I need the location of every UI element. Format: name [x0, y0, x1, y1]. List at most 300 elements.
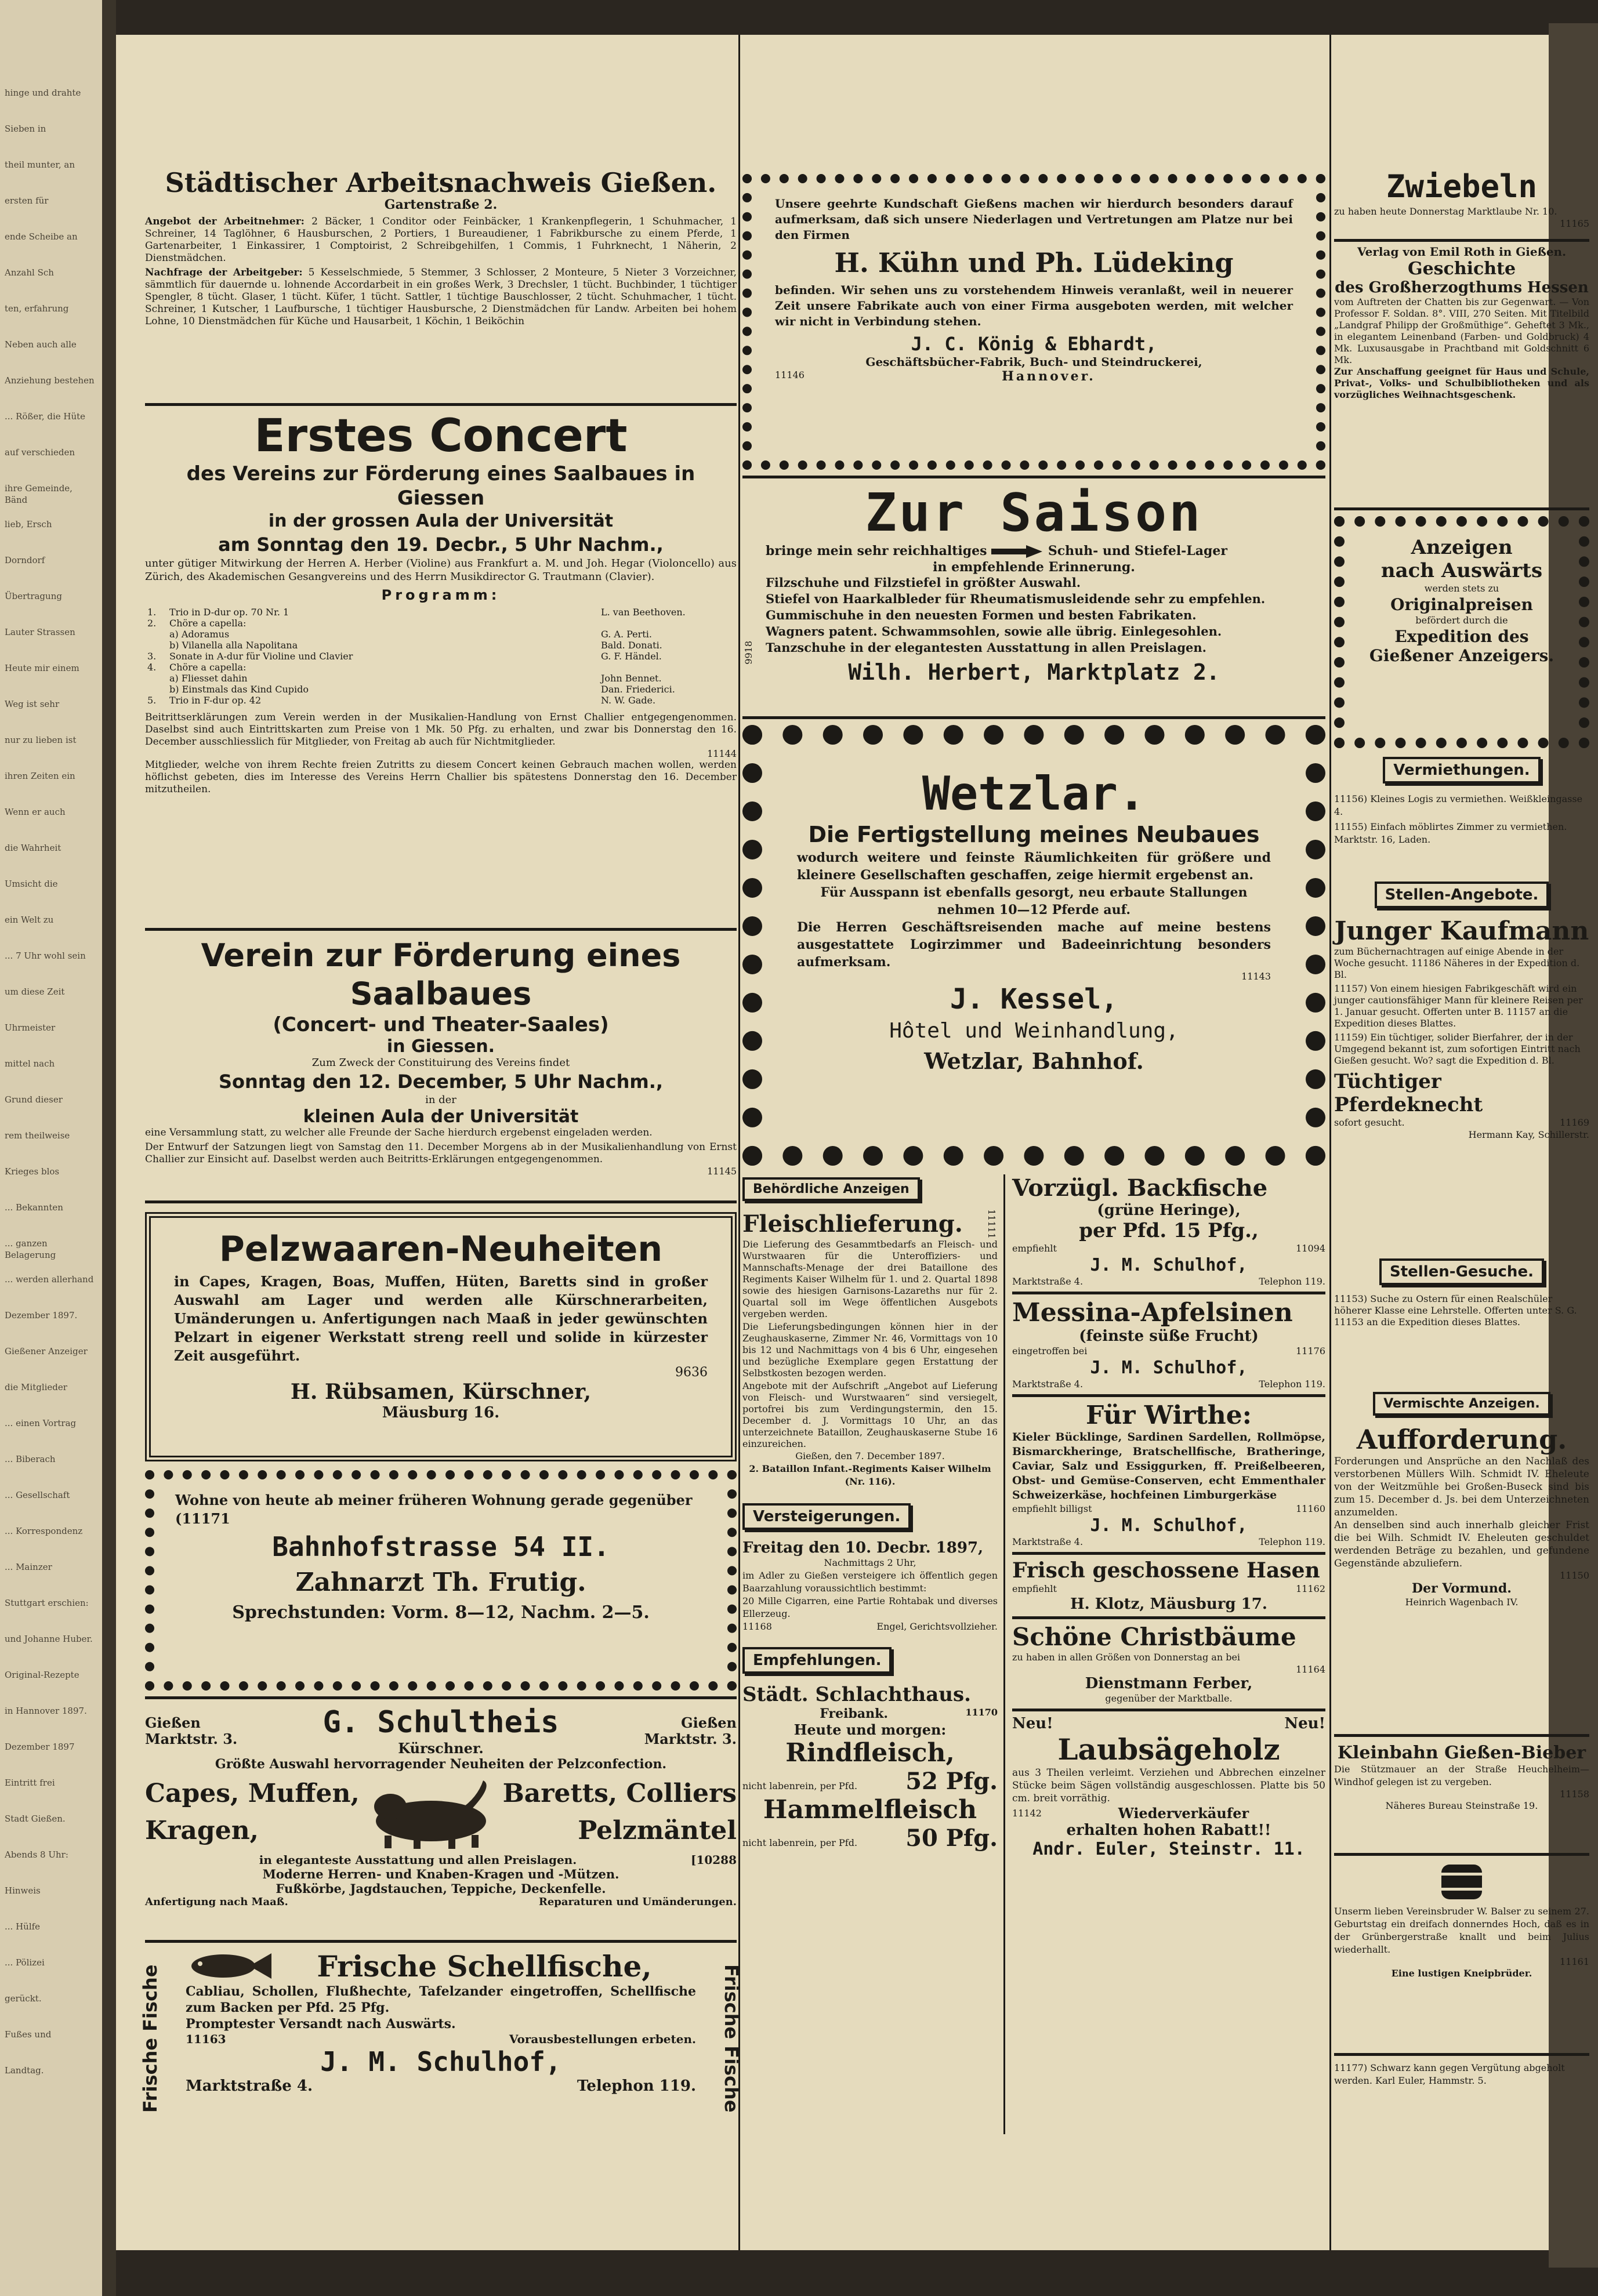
pelz-sign: H. Rübsamen, Kürschner,	[290, 1380, 592, 1404]
neighbour-page-line: ... ganzen Belagerung	[5, 1238, 56, 1260]
schultheis-name: G. Schultheis	[323, 1705, 559, 1740]
program-number: 5.	[147, 695, 157, 706]
divider	[145, 1940, 737, 1943]
wetzlar-text-3: Die Herren Geschäftsreisenden mache auf meine bestens ausgestattete Logirzimmer und Badeeinrichtung besonders aufmerksam.	[797, 920, 1271, 970]
ad-address: Gartenstraße 2.	[384, 197, 498, 212]
anz-line-2: nach Auswärts	[1380, 559, 1543, 582]
frutig-hours: Sprechstunden: Vorm. 8—12, Nachm. 2—5.	[232, 1602, 650, 1623]
schultheis-header	[145, 1705, 737, 1757]
program-row	[145, 662, 737, 673]
ad-body-2	[145, 267, 737, 328]
program-composer: John Bennet.	[601, 673, 662, 684]
ad-zwiebeln	[1334, 168, 1589, 229]
saison-item: Wagners patent. Schwammsohlen, sowie alle übrig. Einlegesohlen.	[766, 624, 1222, 639]
neighbour-page-line: Stadt Gießen.	[5, 1813, 66, 1824]
ad-arbeitsnachweis	[145, 168, 737, 328]
aufforderung-title: Aufforderung.	[1356, 1424, 1567, 1455]
concert-line-1: des Vereins zur Förderung eines Saalbaues in Giessen	[186, 462, 695, 510]
behoerd-text-3: Angebote mit der Aufschrift „Angebot auf Lieferung von Fleisch- und Wurstwaaren“ sind versiegelt, portofrei bis zum Verdingungstermin, den 15. December d. J. Vormittags 10 Uhr, an das unterzeichnete Bataillon, Zeughauskaserne Stube 16 einzureichen.	[742, 1380, 998, 1449]
neighbour-page-line: Krieges blos	[5, 1166, 60, 1177]
neighbour-page-line: Stuttgart erschien:	[5, 1598, 89, 1608]
ad-number: 11164	[1296, 1664, 1325, 1675]
stellen-ad: 11157) Von einem hiesigen Fabrikgeschäft wird ein junger cautionsfähiger Mann für kleinere Reisen per 1. Januar gesucht. Offerten unter B. 11157 an die Expedition dieses Blattes.	[1334, 983, 1583, 1029]
versteig-text-2: 20 Mille Cigarren, eine Partie Rohtabak und diverses Ellerzeug.	[742, 1595, 998, 1619]
stellen-sign: Hermann Kay, Schillerstr.	[1468, 1129, 1589, 1140]
telephone: Telephon 119.	[1259, 1536, 1325, 1547]
ad-anzeigen-auswaerts	[1334, 516, 1589, 748]
anz-line-7: Gießener Anzeigers.	[1369, 646, 1554, 665]
schulhof-name: J. M. Schulhof,	[1090, 1358, 1248, 1378]
schultheis-left	[145, 1715, 237, 1747]
hasen-title: Frisch geschossene Hasen	[1012, 1558, 1320, 1583]
roth-text-2: Zur Anschaffung geeignet für Haus und Schule, Privat-, Volks- und Schulbibliotheken und als vorzügliches Weihnachtsgeschenk.	[1334, 366, 1589, 400]
neighbour-page-line: ... Biberach	[5, 1454, 56, 1464]
schulhof-name: J. M. Schulhof,	[1090, 1515, 1248, 1536]
program-row	[145, 695, 737, 706]
neighbour-page-line: die Mitglieder	[5, 1382, 67, 1392]
neighbour-page-line: Wenn er auch	[5, 807, 66, 817]
neighbour-page-line: ersten für	[5, 195, 49, 206]
neighbour-page-line: Anzahl Sch	[5, 267, 54, 278]
program-composer: G. A. Perti.	[601, 629, 652, 640]
beer-barrel-icon	[1436, 1859, 1488, 1905]
street: Marktstraße 4.	[1012, 1276, 1084, 1287]
program-number: 2.	[147, 618, 157, 629]
kuehn-footer	[775, 369, 1293, 384]
kleinbahn-title: Kleinbahn Gießen-Bieber	[1337, 1743, 1586, 1763]
ad-roth-verlag	[1334, 245, 1589, 401]
column-rule	[1329, 35, 1331, 2250]
neighbour-page-line: ... 7 Uhr wohl sein	[5, 951, 86, 961]
telephone: Telephon 119.	[577, 2077, 696, 2095]
schultheis-line: Größte Auswahl hervorragender Neuheiten der Pelzconfection.	[215, 1757, 667, 1772]
divider	[742, 716, 1325, 719]
messina-text: eingetroffen bei	[1012, 1345, 1088, 1356]
program-piece: a) Adoramus	[169, 629, 230, 640]
saison-items	[742, 575, 1325, 656]
verein-title: Verein zur Förderung eines Saalbaues	[201, 937, 681, 1012]
ad-number: 11158	[1560, 1789, 1589, 1800]
ad-wetzlar	[742, 725, 1325, 1166]
fisch-title: Frische Schellfische,	[317, 1949, 652, 1983]
versteig-footer	[742, 1620, 998, 1633]
verein-place: kleinen Aula der Universität	[303, 1107, 579, 1127]
neighbour-page-line: ... Korrespondenz	[5, 1526, 83, 1536]
ad-number: [10288	[690, 1853, 737, 1867]
behoerd-title-row	[742, 1209, 998, 1239]
neighbour-page-line: lieb, Ersch	[5, 519, 52, 529]
ad-number: 11165	[1560, 218, 1589, 229]
neighbour-page-line: Neben auch alle	[5, 339, 77, 350]
kuehn-city: Hannover.	[1002, 369, 1096, 384]
goods-2: Baretts, Colliers	[502, 1779, 737, 1808]
geburtstag-text: Unserm lieben Vereinsbruder W. Balser zu seinem 27. Geburtstag ein dreifach donnerndes Hoch, daß es in der Grünbergerstraße knallt und beim Julius wiederhallt.	[1334, 1906, 1589, 1955]
ad-number: 11161	[1560, 1956, 1589, 1967]
neighbour-page-line: Uhrmeister	[5, 1022, 56, 1033]
verein-text-2: Der Entwurf der Satzungen liegt von Samstag den 11. December Morgens ab in der Musikalienhandlung von Ernst Challier zur Einsicht auf. Daselbst werden auch Beitritts-Erklärungen entgegengenommen.	[145, 1141, 737, 1165]
anz-line-1: Anzeigen	[1411, 536, 1513, 559]
divider	[1012, 1616, 1325, 1619]
neighbour-page-line: Heute mir einem	[5, 663, 79, 673]
divider	[1334, 2053, 1589, 2056]
behoerd-title: Fleischlieferung.	[742, 1210, 963, 1238]
program-piece: a) Fliesset dahin	[169, 673, 248, 684]
wetzlar-line-2: Wetzlar, Bahnhof.	[924, 1048, 1144, 1074]
verein-in: in der	[425, 1094, 456, 1106]
neighbour-page-line: Weg ist sehr	[5, 699, 60, 709]
aufforderung-text-2: An denselben sind auch innerhalb gleicher Frist die bei Wilh. Schmidt IV. Eheleuten geschuldet werdenden Beträge zu bezahlen, und gefundene Gegenstände abzuliefern.	[1334, 1519, 1589, 1569]
saison-text-bold: Schuh- und Stiefel-Lager	[1048, 543, 1227, 558]
program-row	[145, 607, 737, 618]
program-number: 4.	[147, 662, 157, 673]
anz-line-4: Originalpreisen	[1390, 595, 1533, 614]
neighbour-page-line: Anziehung bestehen	[5, 375, 95, 386]
rindfleisch-price	[742, 1768, 998, 1795]
program-piece: Trio in D-dur op. 70 Nr. 1	[169, 607, 289, 618]
wirthe-title: Für Wirthe:	[1085, 1401, 1252, 1430]
section-vermischte	[1334, 1392, 1589, 1609]
pelz-address: Mäusburg 16.	[382, 1404, 500, 1421]
divider	[145, 1200, 737, 1203]
backfische-sub: (grüne Heringe),	[1097, 1202, 1241, 1219]
kuehn-text-2: befinden. Wir sehen uns zu vorstehendem Hinweis veranlaßt, weil in neuerer Zeit unsere Fabrikate auch von einer Firma ausgeboten werden, mit welcher wir nicht in Verbindung stehen.	[775, 283, 1293, 328]
divider	[1012, 1394, 1325, 1397]
section-stellen-gesuche	[1334, 1258, 1589, 1328]
newspaper-page	[116, 35, 1589, 2250]
fisch-address	[186, 2077, 696, 2095]
program-piece: b) Einstmals das Kind Cupido	[169, 684, 309, 695]
neighbour-page-line: Fußes und	[5, 2029, 52, 2040]
program-row	[145, 640, 737, 651]
concert-members: Mitglieder, welche von ihrem Rechte freien Zutritts zu diesem Concert keinen Gebrauch machen wollen, werden höflichst gebeten, dies im Interesse des Vereins Herrn Challier bis spätestens Donnerstag den 16. December mitzutheilen.	[145, 759, 737, 795]
anz-line-6: Expedition des	[1394, 627, 1529, 646]
saison-line	[742, 542, 1325, 560]
program-composer: Bald. Donati.	[601, 640, 662, 651]
neighbour-page-line: Dezember 1897	[5, 1742, 75, 1752]
divider	[145, 403, 737, 406]
ad-zur-saison	[742, 484, 1325, 713]
versteig-date: Freitag den 10. Decbr. 1897,	[742, 1539, 984, 1557]
ad-number: 11169	[1560, 1117, 1589, 1128]
schlachthaus-sub	[742, 1706, 998, 1721]
zwiebeln-title: Zwiebeln	[1386, 168, 1538, 205]
city: Gießen	[681, 1714, 737, 1731]
ad-kleinbahn	[1334, 1743, 1589, 1812]
ad-schwarz	[1334, 2062, 1589, 2087]
program-piece: Trio in F-dur op. 42	[169, 695, 262, 706]
hammelfleisch-price	[742, 1825, 998, 1852]
stellen-text: sofort gesucht.	[1334, 1117, 1405, 1128]
christbaum-text: zu haben in allen Größen von Donnerstag an bei	[1012, 1652, 1241, 1663]
versteig-sign: Engel, Gerichtsvollzieher.	[876, 1620, 998, 1632]
program-composer	[599, 618, 737, 629]
section-label: Stellen-Gesuche.	[1379, 1258, 1544, 1285]
neighbour-page-line: Übertragung	[5, 591, 62, 601]
schulhof-address	[1012, 1536, 1325, 1548]
divider	[1334, 507, 1589, 510]
ad-number: 11170	[965, 1706, 998, 1718]
neighbour-page-line: ... Gesellschaft	[5, 1490, 70, 1500]
program-row	[145, 673, 737, 684]
section-label: Vermiethungen.	[1383, 757, 1540, 784]
backfische-price: per Pfd. 15 Pfg.,	[1079, 1219, 1259, 1242]
frutig-address: Bahnhofstrasse 54 II.	[272, 1531, 610, 1562]
saison-sign: Wilh. Herbert, Marktplatz 2.	[848, 659, 1220, 685]
zwiebeln-text: zu haben heute Donnerstag Marktlaube Nr. 10.	[1334, 206, 1557, 217]
christbaum-address: gegenüber der Marktballe.	[1105, 1693, 1233, 1704]
schultheis-line-2	[145, 1853, 737, 1867]
behoerd-text-2: Die Lieferungsbedingungen können hier in der Zeughauskaserne, Zimmer Nr. 46, Vormittags von 10 bis 12 und Nachmittags von 4 bis 6 Uhr, eingesehen und bezügliche Exemplare gegen Erstattung der Selbstkosten bezogen werden.	[742, 1321, 998, 1379]
concert-title: Erstes Concert	[254, 410, 628, 462]
schultheis-goods	[145, 1772, 737, 1853]
ad-number: 11150	[1560, 1570, 1589, 1581]
schultheis-trade: Kürschner.	[398, 1740, 484, 1757]
verein-sub: (Concert- und Theater-Saales)	[273, 1013, 609, 1036]
neighbour-page-line: Grund dieser	[5, 1094, 63, 1105]
saison-item: Gummischuhe in den neuesten Formen und besten Fabrikaten.	[766, 608, 1197, 622]
versteig-text: im Adler zu Gießen versteigere ich öffentlich gegen Baarzahlung voraussichtlich bestimmt:	[742, 1569, 998, 1594]
schulhof-address	[1012, 1378, 1325, 1391]
program-piece: b) Vilanella alla Napolitana	[169, 640, 298, 651]
divider	[742, 476, 1325, 478]
schultheis-text: in eleganteste Ausstattung und allen Preislagen.	[259, 1853, 577, 1867]
hasen-row	[1012, 1583, 1325, 1595]
verein-city: in Giessen.	[386, 1036, 495, 1057]
wetzlar-sub: Die Fertigstellung meines Neubaues	[808, 822, 1260, 847]
aufforderung-sign-2: Heinrich Wagenbach IV.	[1405, 1597, 1519, 1608]
neighbour-page-line: die Wahrheit	[5, 843, 61, 853]
neighbour-page-line: theil munter, an	[5, 159, 75, 170]
neighbour-page-line: Umsicht die	[5, 879, 58, 889]
ad-number: 9918	[743, 641, 754, 665]
street: Marktstraße 4.	[186, 2077, 313, 2095]
neighbour-page-line: Landtag.	[5, 2065, 44, 2076]
saison-item: Stiefel von Haarkalbleder für Rheumatismusleidende sehr zu empfehlen.	[766, 592, 1266, 606]
price: 50 Pfg.	[905, 1824, 998, 1852]
program-number	[145, 684, 167, 695]
laubsaege-text: aus 3 Theilen verleimt. Verziehen und Abbrechen einzelner Stücke beim Sägen vollständig ausgeschlossen. Platte bis 50 cm. breit vorräthig.	[1012, 1767, 1325, 1804]
wetzlar-text: wodurch weitere und feinste Räumlichkeiten für größere und kleinere Gesellschaften geschaffen, zeige hiermit ergebenst an.	[797, 850, 1271, 883]
kuehn-firm: J. C. König & Ebhardt,	[911, 333, 1157, 355]
ad-fische	[139, 1949, 742, 2134]
ad-number: 11163	[186, 2032, 226, 2046]
stellen-ad: 11159) Ein tüchtiger, solider Bierfahrer, der in der Umgegend bekannt ist, zum sofortigen Eintritt nach Gießen gesucht. Wo? sagt die Expedition d. Bl.	[1334, 1032, 1581, 1066]
binding-strip	[102, 0, 116, 2296]
program-number	[145, 629, 167, 640]
saison-item: Tanzschuhe in der elegantesten Ausstattung in allen Preislagen.	[766, 640, 1206, 655]
roth-text: vom Auftreten der Chatten bis zur Gegenwart. — Von Professor F. Soldan. 8°. VIII, 270 Seiten. Mit Titelbild „Landgraf Philipp der Großmüthige“. Geheftet 3 Mk., in elegantem Leinenband (Farben- und Goldbruck) 4 Mk. Luxusausgabe in Prachtband mit Goldschnitt 6 Mk.	[1334, 296, 1589, 365]
neu-label: Neu!	[1284, 1715, 1325, 1732]
messina-title: Messina-Apfelsinen	[1012, 1298, 1293, 1327]
gesuche-ad: 11153) Suche zu Ostern für einen Realschüler höherer Klasse eine Lehrstelle. Offerten unter S. G. 11153 an die Expedition dieses Blattes.	[1334, 1293, 1577, 1327]
stellen-ad: zum Büchernachtragen auf einige Abende in der Woche gesucht. 11186 Näheres in der Expedition d. Bl.	[1334, 946, 1580, 980]
frutig-text: Wohne von heute ab meiner früheren Wohnung gerade gegenüber	[175, 1492, 693, 1508]
empfiehlt: empfiehlt billigst	[1012, 1503, 1092, 1514]
street: Marktstraße 4.	[1012, 1379, 1084, 1390]
column-rule	[1003, 1174, 1005, 2134]
neu-row	[1012, 1715, 1325, 1732]
ad-number: 11160	[1296, 1503, 1325, 1514]
kuehn-names: H. Kühn und Ph. Lüdeking	[834, 247, 1234, 278]
section-label: Stellen-Angebote.	[1375, 882, 1549, 908]
christbaum-name: Dienstmann Ferber,	[1085, 1675, 1253, 1692]
section-label: Behördliche Anzeigen	[742, 1177, 920, 1201]
divider	[1012, 1552, 1325, 1555]
ad-number: 11143	[1241, 971, 1271, 982]
fisch-line-2: Promptester Versandt nach Auswärts.	[186, 2016, 456, 2032]
divider	[1012, 1709, 1325, 1711]
verein-line: Zum Zweck der Constituirung des Vereins findet	[311, 1057, 570, 1069]
messina-row	[1012, 1345, 1325, 1358]
concert-tickets: Beitrittserklärungen zum Verein werden in der Musikalien-Handlung von Ernst Challier entgegengenommen. Daselbst sind auch Eintrittskarten zum Preise von 1 Mk. 50 Pfg. zu erhalten, und zwar bis Donnerstag den 16. December ausschliesslich für Mitglieder, von Freitag ab auch für Nichtmitglieder.	[145, 712, 737, 748]
fish-icon	[186, 1949, 273, 1983]
ad-number: 11142	[1012, 1807, 1042, 1819]
behoerd-date: Gießen, den 7. December 1897.	[795, 1450, 945, 1461]
kuehn-firm-desc: Geschäftsbücher-Fabrik, Buch- und Steindruckerei,	[865, 355, 1202, 369]
neighbour-page-line: Dezember 1897.	[5, 1310, 78, 1321]
ad-title: Städtischer Arbeitsnachweis Gießen.	[165, 167, 717, 198]
kleinbahn-text: Die Stützmauer an der Straße Heuchelheim—Windhof gelegen ist zu vergeben.	[1334, 1764, 1589, 1787]
kuehn-text: Unsere geehrte Kundschaft Gießens machen wir hierdurch besonders darauf aufmerksam, daß sich unsere Niederlagen und Vertretungen am Platze nur bei den Firmen	[775, 197, 1293, 242]
saison-item: Filzschuhe und Filzstiefel in größter Auswahl.	[766, 575, 1081, 590]
ad-number: 11146	[775, 369, 805, 380]
ad-geburtstag	[1334, 1859, 1589, 1980]
program-composer	[599, 662, 737, 673]
hammelfleisch: Hammelfleisch	[763, 1794, 977, 1825]
aufforderung-sign: Der Vormund.	[1412, 1581, 1512, 1596]
city: Gießen	[145, 1714, 201, 1731]
schultheis-text: Anfertigung nach Maaß.	[145, 1896, 288, 1908]
schlachthaus-title: Städt. Schlachthaus.	[742, 1682, 971, 1706]
saison-text: bringe mein sehr reichhaltiges	[766, 543, 987, 558]
backfische-title: Vorzügl. Backfische	[1012, 1174, 1268, 1202]
offer-heading: Angebot der Arbeitnehmer:	[145, 216, 305, 227]
wetzlar-line: Hôtel und Weinhandlung,	[889, 1019, 1179, 1043]
laubsaege-sign: Andr. Euler, Steinstr. 11.	[1032, 1839, 1305, 1859]
concert-participants: unter gütiger Mitwirkung der Herren A. Herber (Violine) aus Frankfurt a. M. und Joh. Hegar (Violoncello) aus Zürich, des Akademischen Gesangvereins und des Herrn Musikdirector G. Trautmann (Clavier).	[145, 557, 737, 583]
program-heading: Programm:	[381, 587, 501, 603]
section-stellen-angebote	[1334, 882, 1589, 1140]
neighbour-page-line: ihre Gemeinde, Bänd	[5, 483, 73, 505]
fisch-text: Vorausbestellungen erbeten.	[509, 2032, 696, 2046]
empfiehlt: empfiehlt	[1012, 1243, 1057, 1254]
neighbour-page-line: Dorndorf	[5, 555, 45, 565]
empfiehlt: empfiehlt	[1012, 1583, 1057, 1594]
neighbour-page-line: Original-Rezepte	[5, 1670, 79, 1680]
divider	[145, 928, 737, 931]
ad-number: 11176	[1296, 1345, 1325, 1356]
program-number: 3.	[147, 651, 157, 662]
ad-schultheis	[145, 1705, 737, 1937]
divider	[145, 1696, 737, 1699]
schultheis-text: Reparaturen und Umänderungen.	[538, 1896, 737, 1908]
frutig-name: Zahnarzt Th. Frutig.	[295, 1568, 586, 1597]
laubsaege-title: Laubsägeholz	[1057, 1732, 1280, 1767]
divider	[1334, 1853, 1589, 1856]
schulhof-name: J. M. Schulhof,	[1090, 1255, 1248, 1275]
schulhof-address	[1012, 1275, 1325, 1288]
program-composer: G. F. Händel.	[601, 651, 662, 662]
section-label: Vermischte Anzeigen.	[1373, 1392, 1550, 1416]
goods-1: Capes, Muffen,	[145, 1779, 360, 1808]
neighbour-page-line: Hinweis	[5, 1885, 41, 1896]
messina-sub: (feinste süße Frucht)	[1079, 1327, 1259, 1345]
divider	[1334, 239, 1589, 242]
demand-heading: Nachfrage der Arbeitgeber:	[145, 267, 303, 278]
wirthe-body: Kieler Bücklinge, Sardinen Sardellen, Rollmöpse, Bismarckheringe, Bratschellfische, Bratheringe, Caviar, Salz und Essiggurken, ff. Preißelbeeren, Obst- und Gemüse-Conserven, echt Emmenthaler Schweizerkäse, hochfeinen Limburgerkäse	[1012, 1431, 1325, 1501]
neighbour-page-line: Eintritt frei	[5, 1778, 55, 1788]
fisch-main	[186, 1949, 696, 2095]
fisch-line-3	[186, 2032, 696, 2046]
fisch-body: Cabliau, Schollen, Flußhechte, Tafelzander eingetroffen, Schellfische zum Backen per Pfd. 25 Pfg.	[186, 1984, 696, 2015]
schultheis-line-4: Fußkörbe, Jagdstauchen, Teppiche, Deckenfelle.	[276, 1881, 606, 1896]
section-vermiethungen	[1334, 757, 1589, 846]
ad-number: 11162	[1296, 1583, 1325, 1594]
neighbour-page-line: Abends 8 Uhr:	[5, 1849, 68, 1860]
verein-date: Sonntag den 12. December, 5 Uhr Nachm.,	[218, 1071, 664, 1093]
program-composer: Dan. Friederici.	[601, 684, 675, 695]
ad-koenig-ebhardt	[742, 174, 1325, 470]
behoerd-sign: 2. Bataillon Infant.-Regiments Kaiser Wilhelm (Nr. 116).	[749, 1463, 991, 1487]
hasen-name: H. Klotz, Mäusburg 17.	[1070, 1595, 1267, 1613]
telephone: Telephon 119.	[1259, 1379, 1325, 1390]
schwarz-text: 11177) Schwarz kann gegen Vergütung abgeholt werden. Karl Euler, Hammstr. 5.	[1334, 2062, 1565, 2086]
schultheis-line-5	[145, 1896, 737, 1908]
verm-ad: 11155) Einfach möblirtes Zimmer zu vermiethen. Marktstr. 16, Laden.	[1334, 821, 1567, 845]
neighbour-page-line: ... einen Vortrag	[5, 1418, 77, 1428]
goods-left	[145, 1775, 360, 1849]
schlachthaus-day: Heute und morgen:	[793, 1721, 947, 1738]
concert-line-3: am Sonntag den 19. Decbr., 5 Uhr Nachm.,	[218, 534, 664, 556]
program-table	[145, 607, 737, 706]
kleinbahn-text-2: Näheres Bureau Steinstraße 19.	[1385, 1800, 1538, 1811]
behoerd-text: Die Lieferung des Gesammtbedarfs an Fleisch- und Wurstwaaren für die Unteroffiziers- und Mannschafts-Menage der drei Bataillone des Regiments Kaiser Wilhelm für 1. und 2. Quartal 1898 sowie des hiesigen Garnisons-Lazareths nur für 2. Quartal soll im Wege öffentlichen Ausgebots vergeben werden.	[742, 1238, 998, 1319]
program-number	[145, 673, 167, 684]
neighbour-page-line: Lauter Strassen	[5, 627, 75, 637]
stellen-row	[1334, 1116, 1589, 1129]
concert-line-2: in der grossen Aula der Universität	[268, 511, 614, 531]
neighbour-page-line: gerückt.	[5, 1993, 42, 2004]
neighbour-page-line: um diese Zeit	[5, 986, 65, 997]
ad-number: 11111	[986, 1209, 997, 1239]
neighbour-page-line: in Hannover 1897.	[5, 1706, 87, 1716]
laubsaege-rabatt: erhalten hohen Rabatt!!	[1066, 1822, 1271, 1839]
subcolumn-left	[742, 1177, 998, 1852]
versteig-time: Nachmittags 2 Uhr,	[824, 1557, 916, 1568]
program-row	[145, 618, 737, 629]
price-label: nicht labenrein, per Pfd.	[742, 1837, 858, 1848]
verein-text: eine Versammlung statt, zu welcher alle Freunde der Sache hierdurch ergebenst eingeladen werden.	[145, 1127, 653, 1138]
ad-number: 11094	[1296, 1243, 1325, 1254]
ad-verein	[145, 937, 737, 1177]
section-label: Empfehlungen.	[742, 1647, 892, 1674]
wetzlar-name: J. Kessel,	[950, 983, 1118, 1015]
rindfleisch: Rindfleisch,	[785, 1738, 955, 1768]
section-label: Versteigerungen.	[742, 1503, 911, 1530]
street: Marktstr. 3.	[145, 1730, 238, 1747]
pelz-body: in Capes, Kragen, Boas, Muffen, Hüten, Baretts sind in großer Auswahl am Lager und werden alle Kürschnerarbeiten, Umänderungen u. Anfertigungen nach Maaß in jeder gewünschten Pelzart in eigener Werkstatt streng reell und solide in kürzester Zeit ausgeführt.	[174, 1273, 708, 1364]
backfische-row	[1012, 1242, 1325, 1255]
saison-title: Zur Saison	[865, 483, 1203, 543]
binding-neighbour-page	[0, 0, 116, 2296]
schultheis-center	[323, 1705, 559, 1757]
program-composer: N. W. Gade.	[601, 695, 656, 706]
neighbour-page-line: ten, erfahrung	[5, 303, 69, 314]
ad-pelzwaaren	[145, 1212, 737, 1461]
program-row	[145, 629, 737, 640]
ad-number: (11171	[175, 1510, 230, 1527]
wetzlar-title: Wetzlar.	[922, 767, 1146, 821]
